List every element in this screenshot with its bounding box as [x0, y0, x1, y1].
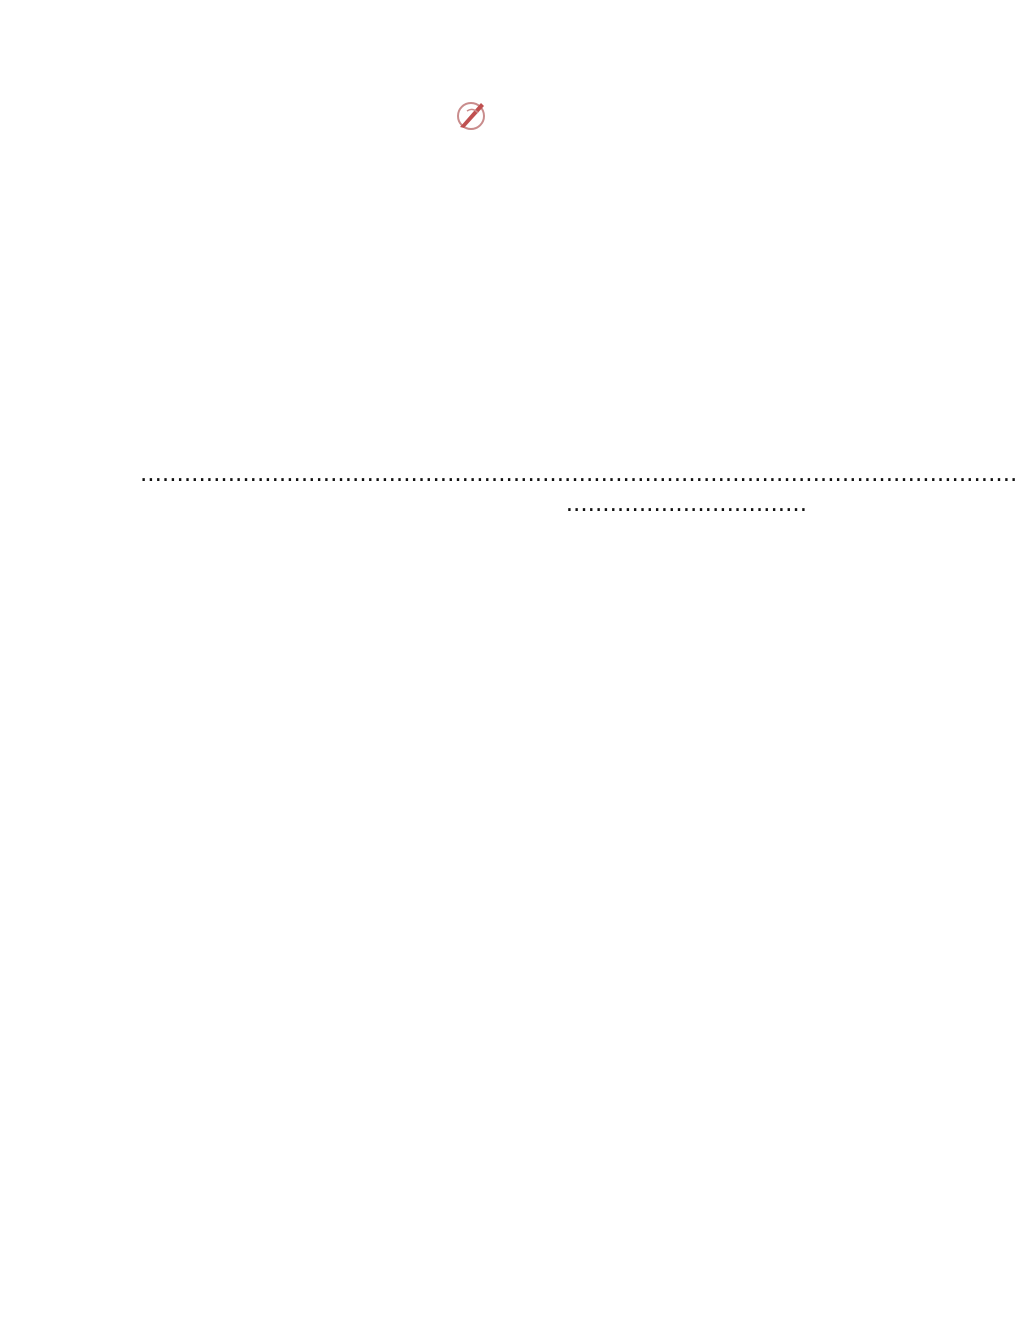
- quill-logo-icon: [454, 97, 488, 131]
- watermark-header: [0, 94, 950, 134]
- toc-entry-page: .................................: [565, 491, 807, 517]
- toc-dot-leader: ........................................................................................................................: [140, 461, 1017, 487]
